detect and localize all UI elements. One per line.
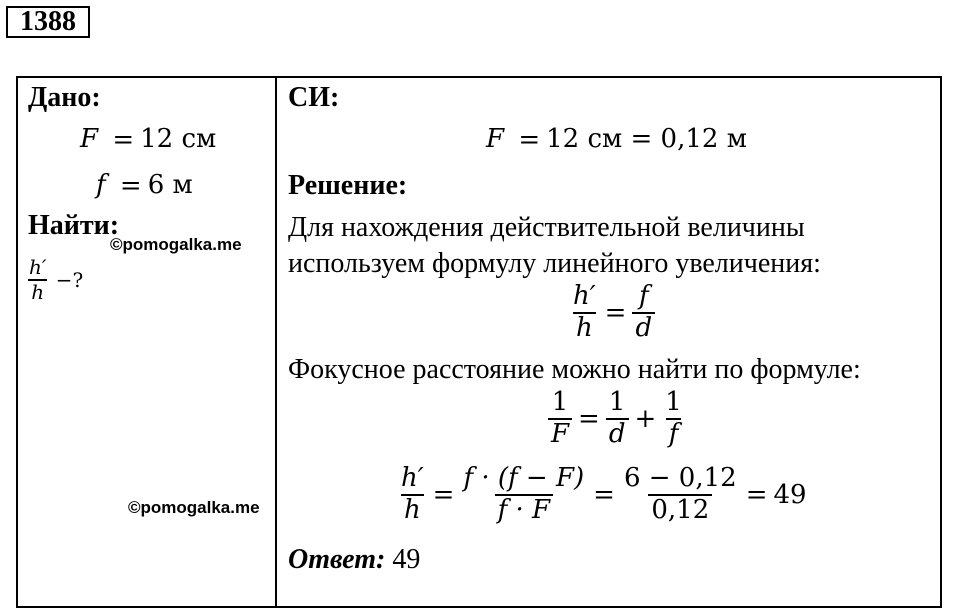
given-heading: Дано: [28,82,101,113]
find-suffix: −? [55,268,84,292]
answer [288,544,420,576]
solution-line-1: Для нахождения действительной величины [288,212,805,243]
solution-line-2: используем формулу линейного увеличения: [288,248,821,279]
given-focal-length: F = 12 см [80,124,217,155]
solution-table [16,76,942,608]
find-fraction: $\frac{h'}{h}$ [29,255,47,304]
si-heading: СИ: [288,82,340,113]
given-image-distance: f = 6 м [96,170,193,201]
formula-calculation: $\frac{h'}{h}$ = $\frac{f \cdot (f - F)}{f \cdot F}$ = $\frac{6 - 0,12}{0,12}$ = 49 [401,463,807,525]
formula-lens: $\frac{1}{F}$ = $\frac{1}{d}$ + $\frac{1}{f}$ [548,388,685,450]
si-conversion: F = 12 см = 0,12 м [486,124,747,155]
problem-number: 1388 [6,6,90,38]
given-image-value: 6 м [147,170,193,200]
given-image-var: f [96,170,106,200]
column-divider [275,78,277,606]
answer-label: Ответ: [288,544,386,575]
solution-line-3: Фокусное расстояние можно найти по формуле: [288,354,861,385]
answer-value: 49 [392,544,421,575]
given-focal-value: 12 см [140,124,217,154]
watermark-bottom: ©pomogalka.me [128,498,260,517]
solution-heading: Решение: [288,170,408,201]
formula-magnification: $\frac{h'}{h}$ = $\frac{f}{d}$ [570,282,655,344]
find-heading: Найти: [28,210,120,241]
watermark-top: ©pomogalka.me [110,235,242,254]
given-focal-var: F [80,124,99,154]
find-expression [26,256,83,304]
